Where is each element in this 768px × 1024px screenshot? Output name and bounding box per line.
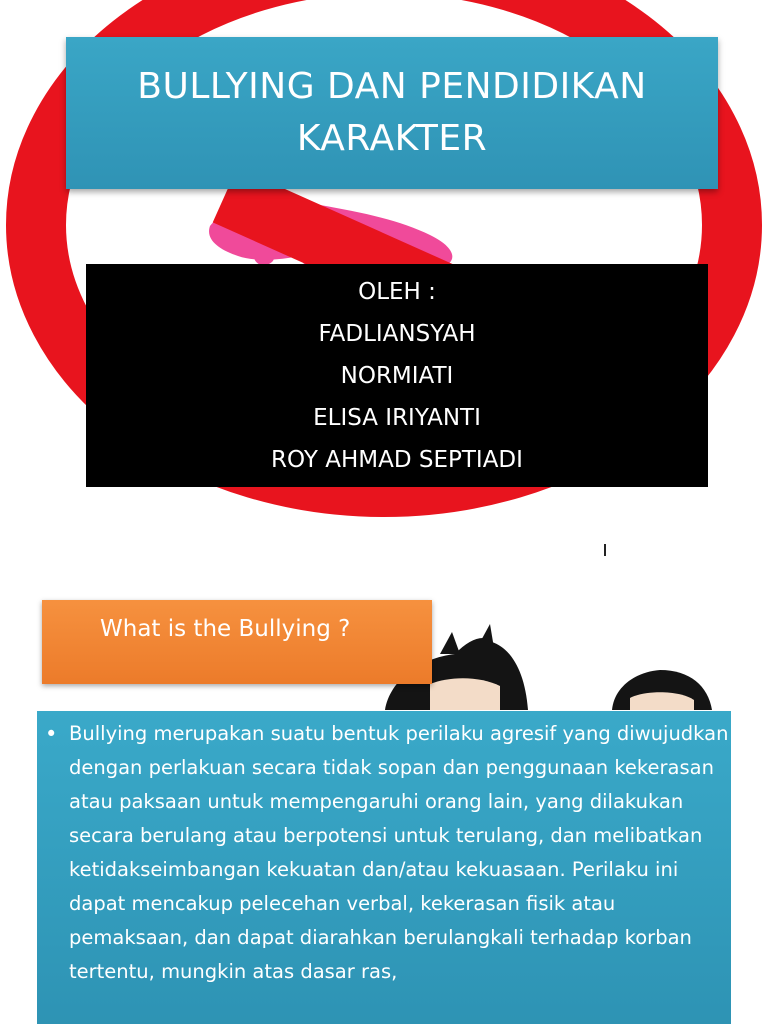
slide-title-text: BULLYING DAN PENDIDIKAN KARAKTER <box>137 66 647 159</box>
question-box <box>42 600 432 684</box>
bullet-marker: • <box>45 722 58 746</box>
authors-label: OLEH : <box>358 278 436 305</box>
slide-definition <box>0 520 768 1024</box>
author-name: NORMIATI <box>340 362 454 389</box>
authors-box <box>86 264 708 487</box>
definition-box <box>37 711 731 1024</box>
author-name: FADLIANSYAH <box>318 320 476 347</box>
definition-text: Bullying merupakan suatu bentuk perilaku agresif yang diwujudkan dengan perlakuan secara tidak sopan dan penggunaan kekerasan atau paksaan untuk mempengaruhi orang lain, yang dilakukan secara berulang atau berpotensi untuk terulang, dan melibatkan ketidakseimbangan kekuatan dan/atau kekuasaan. Perilaku ini dapat mencakup pelecehan verbal, kekerasan fisik atau pemaksaan, dan dapat diarahkan berulangkali terhadap korban tertentu, mungkin atas dasar ras, <box>69 722 729 983</box>
child-head-icon <box>612 670 712 710</box>
question-heading: What is the Bullying ? <box>100 616 351 642</box>
title-box <box>66 37 718 189</box>
author-name: ELISA IRIYANTI <box>313 404 481 431</box>
speck-mark <box>604 544 606 556</box>
author-name: ROY AHMAD SEPTIADI <box>271 446 523 473</box>
